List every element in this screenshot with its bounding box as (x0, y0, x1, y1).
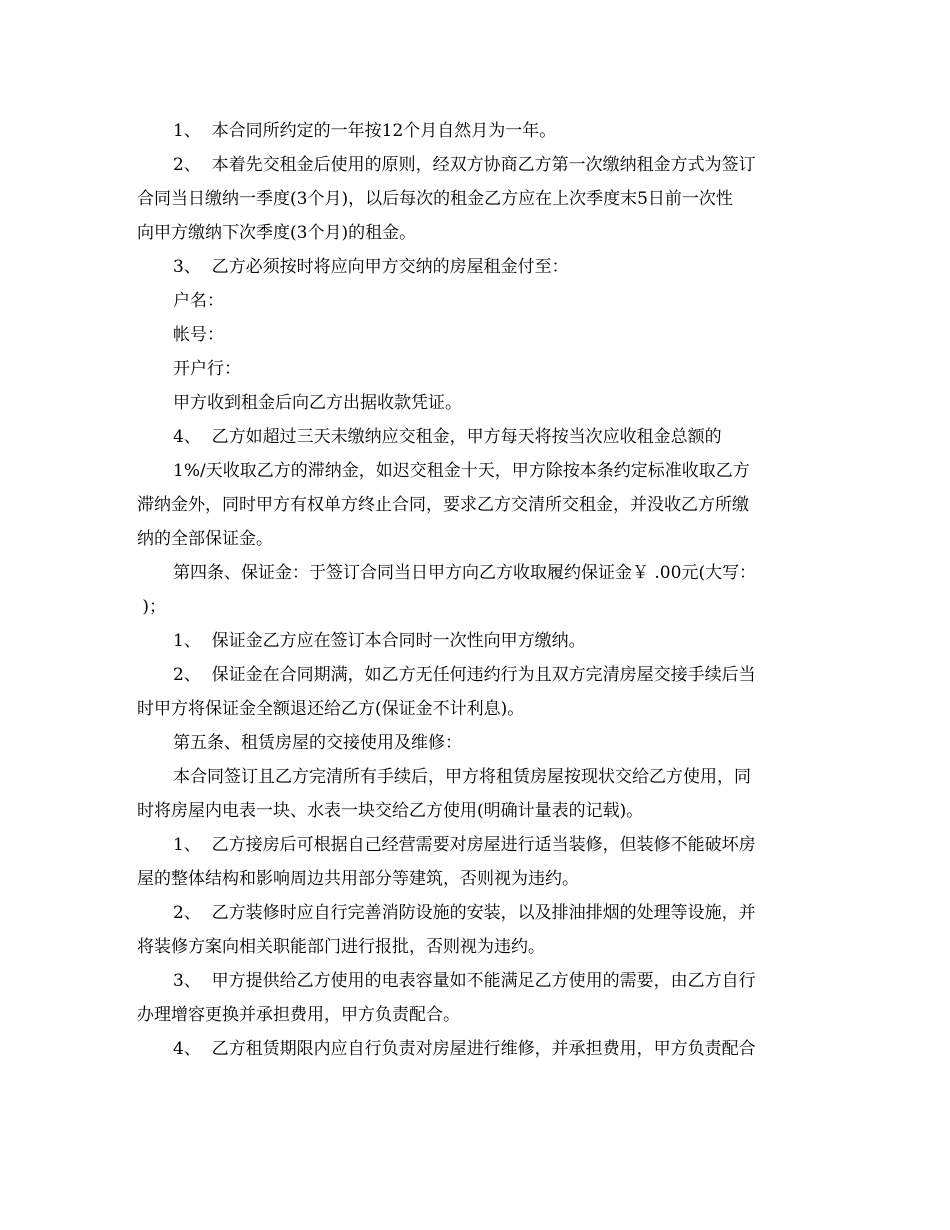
document-line: 办理增容更换并承担费用，甲方负责配合。 (137, 1005, 460, 1025)
document-line: 向甲方缴纳下次季度(3个月)的租金。 (137, 223, 417, 243)
document-line: 本合同签订且乙方完清所有手续后，甲方将租赁房屋按现状交给乙方使用，同 (173, 767, 751, 787)
document-line: 甲方收到租金后向乙方出据收款凭证。 (173, 393, 462, 413)
document-line: 第五条、租赁房屋的交接使用及维修： (173, 733, 462, 753)
document-line: 2、 保证金在合同期满，如乙方无任何违约行为且双方完清房屋交接手续后当 (173, 665, 756, 685)
document-line: 1、 本合同所约定的一年按12个月自然月为一年。 (173, 121, 557, 141)
document-line: 纳的全部保证金。 (137, 529, 273, 549)
document-line: 开户行： (173, 359, 241, 379)
document-line: )； (137, 597, 167, 617)
document-line: 3、 甲方提供给乙方使用的电表容量如不能满足乙方使用的需要，由乙方自行 (173, 971, 756, 991)
document-line: 4、 乙方租赁期限内应自行负责对房屋进行维修，并承担费用，甲方负责配合 (173, 1039, 756, 1059)
document-line: 1%/天收取乙方的滞纳金，如迟交租金十天，甲方除按本条约定标准收取乙方 (173, 461, 750, 481)
document-line: 屋的整体结构和影响周边共用部分等建筑，否则视为违约。 (137, 869, 579, 889)
document-line: 2、 乙方装修时应自行完善消防设施的安装，以及排油排烟的处理等设施，并 (173, 903, 756, 923)
document-line: 第四条、保证金：于签订合同当日甲方向乙方收取履约保证金￥ .00元(大写： (173, 563, 757, 583)
document-line: 1、 保证金乙方应在签订本合同时一次性向甲方缴纳。 (173, 631, 586, 651)
document-line: 4、 乙方如超过三天未缴纳应交租金，甲方每天将按当次应收租金总额的 (173, 427, 722, 447)
document-line: 帐号： (173, 325, 224, 345)
document-line: 2、 本着先交租金后使用的原则，经双方协商乙方第一次缴纳租金方式为签订 (173, 155, 756, 175)
document-line: 3、 乙方必须按时将应向甲方交纳的房屋租金付至： (173, 257, 569, 277)
document-body (137, 114, 817, 1066)
document-line: 时将房屋内电表一块、水表一块交给乙方使用(明确计量表的记载)。 (137, 801, 644, 821)
document-line: 时甲方将保证金全额退还给乙方(保证金不计利息)。 (137, 699, 525, 719)
document-line: 1、 乙方接房后可根据自己经营需要对房屋进行适当装修，但装修不能破坏房 (173, 835, 756, 855)
document-line: 将装修方案向相关职能部门进行报批，否则视为违约。 (137, 937, 545, 957)
document-line: 合同当日缴纳一季度(3个月)，以后每次的租金乙方应在上次季度末5日前一次性 (137, 189, 733, 209)
document-line: 滞纳金外，同时甲方有权单方终止合同，要求乙方交清所交租金，并没收乙方所缴 (137, 495, 749, 515)
document-line: 户名： (173, 291, 224, 311)
